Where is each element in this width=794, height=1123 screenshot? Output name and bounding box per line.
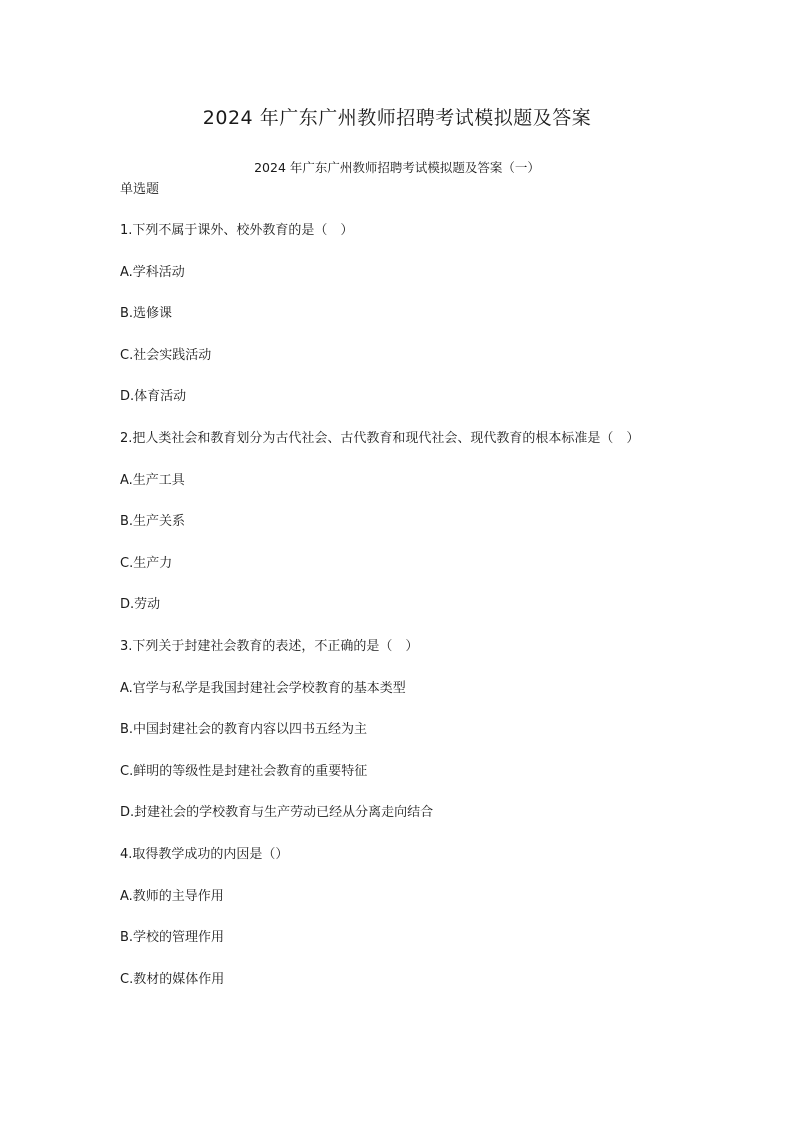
option-item: D.封建社会的学校教育与生产劳动已经从分离走向结合 xyxy=(120,805,434,821)
option-item: C.鲜明的等级性是封建社会教育的重要特征 xyxy=(120,763,368,779)
option-item: A.官学与私学是我国封建社会学校教育的基本类型 xyxy=(120,680,406,696)
option-item: D.体育活动 xyxy=(120,389,187,405)
question-stem: 2.把人类社会和教育划分为古代社会、古代教育和现代社会、现代教育的根本标准是（ ） xyxy=(120,430,640,446)
question-stem: 3.下列关于封建社会教育的表述，不正确的是（ ） xyxy=(120,638,419,654)
document-body xyxy=(120,180,660,1011)
document-subtitle: 2024 年广东广州教师招聘考试模拟题及答案（一） xyxy=(254,160,540,175)
question-stem: 4.取得教学成功的内因是（） xyxy=(120,846,289,862)
option-item: C.生产力 xyxy=(120,555,173,571)
option-item: A.教师的主导作用 xyxy=(120,888,224,904)
option-item: A.生产工具 xyxy=(120,472,185,488)
option-item: A.学科活动 xyxy=(120,264,185,280)
option-item: C.教材的媒体作用 xyxy=(120,971,225,987)
document-title: 2024 年广东广州教师招聘考试模拟题及答案 xyxy=(202,107,592,129)
option-item: B.选修课 xyxy=(120,306,173,322)
option-item: B.生产关系 xyxy=(120,514,186,530)
option-item: C.社会实践活动 xyxy=(120,347,212,363)
option-item: D.劳动 xyxy=(120,597,161,613)
section-label: 单选题 xyxy=(120,182,160,197)
question-stem: 1.下列不属于课外、校外教育的是（ ） xyxy=(120,223,354,238)
option-item: B.中国封建社会的教育内容以四书五经为主 xyxy=(120,722,368,738)
option-item: B.学校的管理作用 xyxy=(120,930,225,946)
